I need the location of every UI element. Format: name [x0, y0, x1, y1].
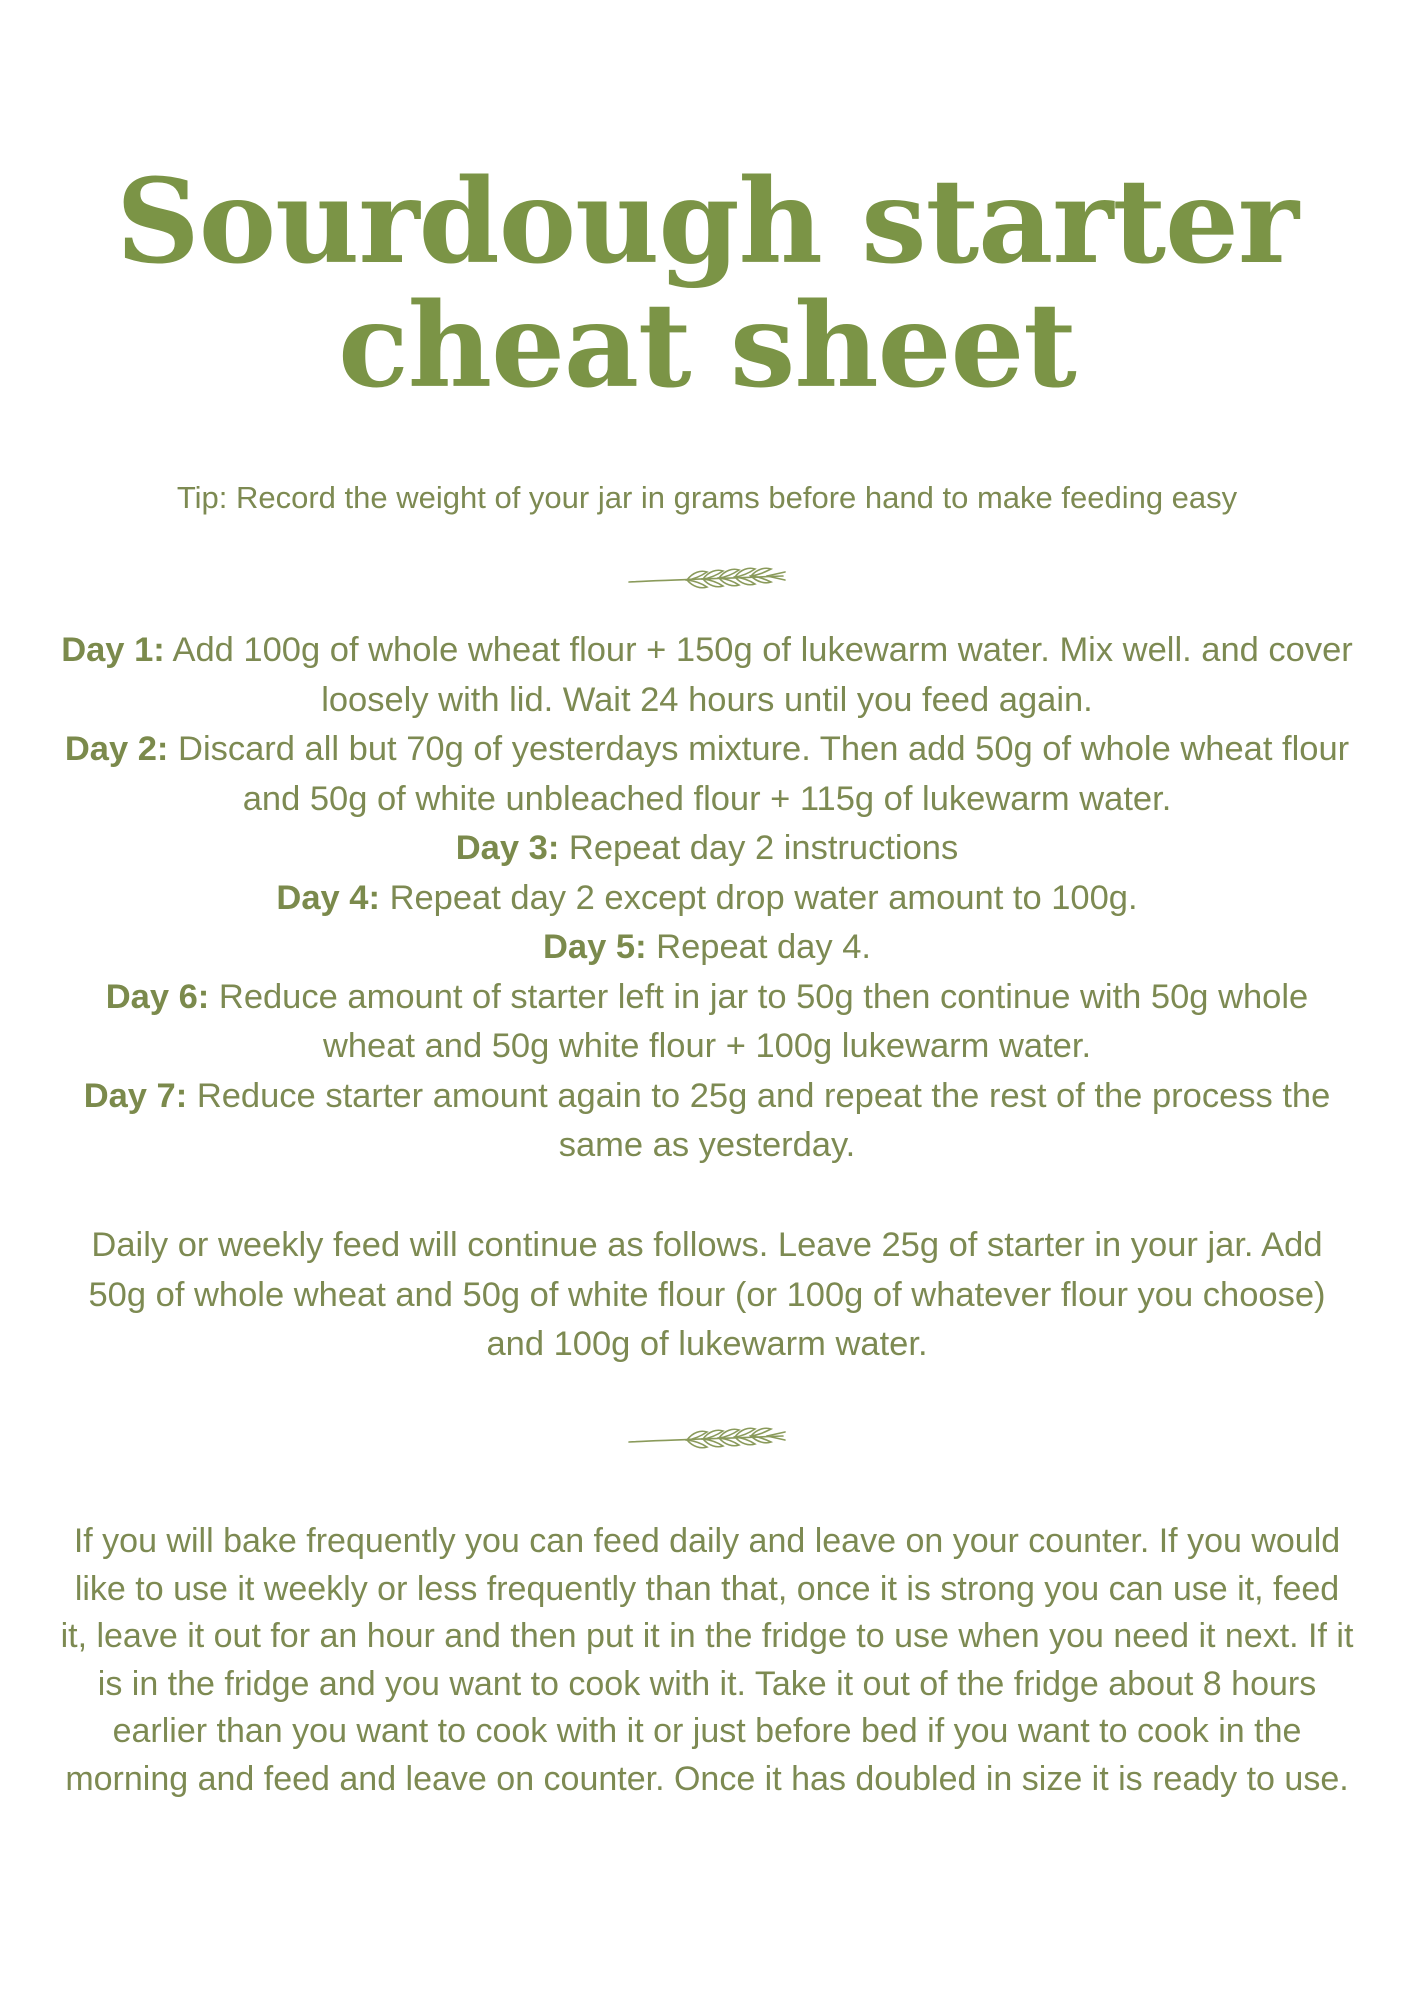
title-line-1: Sourdough starter [116, 154, 1298, 290]
day-text: Reduce starter amount again to 25g and repeat the rest of the process the same as yesterday. [187, 1076, 1331, 1164]
day-4-instruction [60, 874, 1354, 924]
title-line-2: cheat sheet [338, 278, 1076, 414]
day-text: Repeat day 4. [646, 928, 871, 966]
day-2-instruction [60, 725, 1354, 824]
day-1-instruction [60, 626, 1354, 725]
tip-text: Tip: Record the weight of your jar in grams before hand to make feeding easy [176, 480, 1238, 515]
day-label: Day 7: [83, 1076, 188, 1115]
day-text: Repeat day 2 instructions [559, 829, 959, 867]
day-5-instruction [60, 923, 1354, 973]
day-label: Day 5: [543, 928, 647, 966]
storage-notes: If you will bake frequently you can feed daily and leave on your counter. If you would like to use it weekly or less frequently than that, once it is strong you can use it, feed it, leave it out for an hour and then put it in the fridge to use when you need it next. If it is in the fridge and you want to cook with it. Take it out of the fridge about 8 hours earlier than you want to cook with it or just before bed if you want to cook in the morning and feed and leave on counter. Once it has doubled in size it is ready to use. [60, 1522, 1354, 1798]
day-text: Add 100g of whole wheat flour + 150g of lukewarm water. Mix well. and cover loosely with lid. Wait 24 hours until you feed again. [164, 631, 1353, 719]
day-3-instruction [60, 824, 1354, 874]
wheat-stalk-icon [627, 1420, 787, 1460]
day-text: Discard all but 70g of yesterdays mixture. Then add 50g of whole wheat flour and 50g of white unbleached flour + 115g of lukewarm water. [168, 730, 1350, 818]
ongoing-feed-instructions: Daily or weekly feed will continue as follows. Leave 25g of starter in your jar. Add 50g of whole wheat and 50g of white flour (or 100g of whatever flour you choose) and 100g of lukewarm water. [88, 1226, 1326, 1363]
day-label: Day 3: [455, 829, 560, 867]
day-text: Repeat day 2 except drop water amount to 100g. [379, 878, 1138, 917]
day-6-instruction [60, 973, 1354, 1072]
day-label: Day 1: [61, 631, 165, 669]
day-instructions [60, 626, 1354, 1171]
page-title [0, 154, 1414, 414]
day-label: Day 4: [276, 878, 380, 917]
day-label: Day 2: [64, 730, 169, 768]
day-7-instruction [60, 1072, 1354, 1171]
day-label: Day 6: [105, 977, 210, 1016]
day-text: Reduce amount of starter left in jar to 50g then continue with 50g whole wheat and 50g white flour + 100g lukewarm water. [209, 977, 1309, 1065]
wheat-stalk-icon [627, 560, 787, 600]
